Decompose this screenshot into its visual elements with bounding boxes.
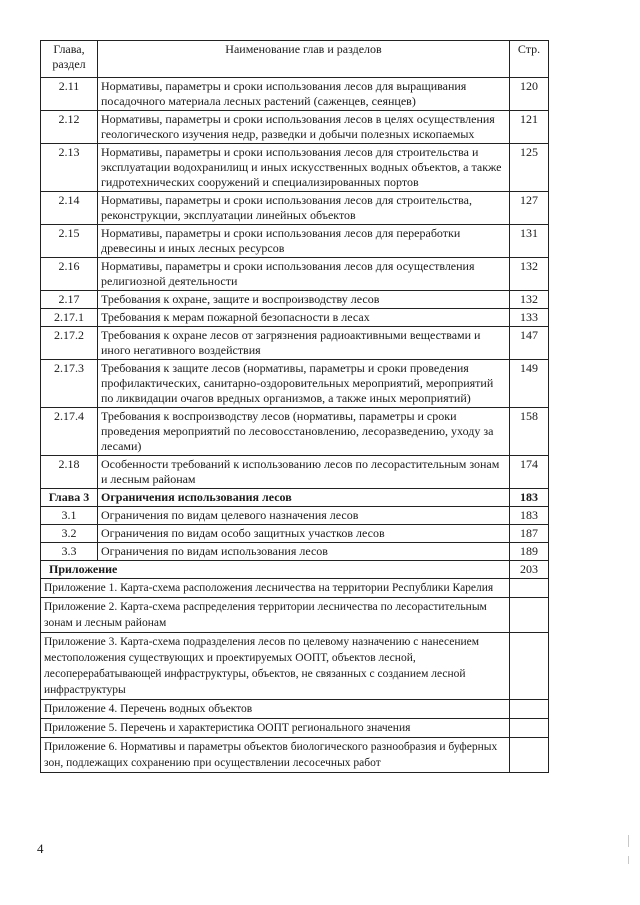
- toc-page-number: 174: [510, 456, 549, 489]
- appendix-label: Приложение: [41, 561, 510, 579]
- toc-page-number: 133: [510, 309, 549, 327]
- toc-page-number: 120: [510, 78, 549, 111]
- toc-row: [41, 78, 549, 111]
- appendix-item-row: [41, 719, 549, 738]
- toc-row: [41, 327, 549, 360]
- toc-row: [41, 360, 549, 408]
- toc-row: [41, 408, 549, 456]
- toc-page-number: 187: [510, 525, 549, 543]
- toc-section-title: Нормативы, параметры и сроки использования лесов для переработки древесины и иных лесных ресурсов: [98, 225, 510, 258]
- toc-page-number: 147: [510, 327, 549, 360]
- appendix-item-row: [41, 700, 549, 719]
- toc-section-number: 3.1: [41, 507, 98, 525]
- toc-section-title: Требования к воспроизводству лесов (нормативы, параметры и сроки проведения мероприятий по лесовосстановлению, лесоразведению, уходу за лесами): [98, 408, 510, 456]
- toc-row: [41, 309, 549, 327]
- toc-section-title: Требования к охране лесов от загрязнения радиоактивными веществами и иного негативного воздействия: [98, 327, 510, 360]
- page-number: 4: [37, 841, 44, 856]
- header-page: Стр.: [510, 41, 549, 78]
- toc-section-title: Нормативы, параметры и сроки использования лесов для осуществления религиозной деятельности: [98, 258, 510, 291]
- toc-header-row: [41, 41, 549, 78]
- toc-body: [41, 41, 549, 773]
- appendix-page-cell: [510, 700, 549, 719]
- appendix-item-row: [41, 633, 549, 700]
- toc-page-number: 189: [510, 543, 549, 561]
- toc-row: [41, 144, 549, 192]
- toc-section-title: Нормативы, параметры и сроки использования лесов для строительства и эксплуатации водохранилищ и иных искусственных водных объектов, а также гидротехнических сооружений и специализированных портов: [98, 144, 510, 192]
- toc-section-number: 2.17.2: [41, 327, 98, 360]
- toc-row: [41, 192, 549, 225]
- toc-section-number: 2.16: [41, 258, 98, 291]
- toc-row: [41, 258, 549, 291]
- toc-section-number: 2.15: [41, 225, 98, 258]
- toc-page-number: 125: [510, 144, 549, 192]
- toc-section-title: Требования к мерам пожарной безопасности в лесах: [98, 309, 510, 327]
- toc-section-title: Нормативы, параметры и сроки использования лесов для выращивания посадочного материала лесных растений (саженцев, сеянцев): [98, 78, 510, 111]
- toc-row: [41, 291, 549, 309]
- appendix-page-cell: [510, 598, 549, 633]
- toc-section-title: Нормативы, параметры и сроки использования лесов для строительства, реконструкции, эксплуатации линейных объектов: [98, 192, 510, 225]
- toc-page-number: 183: [510, 489, 549, 507]
- appendix-item: Приложение 4. Перечень водных объектов: [41, 700, 510, 719]
- header-title: Наименование глав и разделов: [98, 41, 510, 78]
- toc-row: [41, 456, 549, 489]
- appendix-page-cell: [510, 579, 549, 598]
- appendix-page-cell: [510, 738, 549, 773]
- toc-section-number: 2.17: [41, 291, 98, 309]
- toc-section-title: Ограничения по видам целевого назначения лесов: [98, 507, 510, 525]
- toc-page-number: 149: [510, 360, 549, 408]
- appendix-page-number: 203: [510, 561, 549, 579]
- toc-row: [41, 543, 549, 561]
- toc-section-title: Нормативы, параметры и сроки использования лесов в целях осуществления геологического изучения недр, разведки и добычи полезных ископаемых: [98, 111, 510, 144]
- toc-page-number: 121: [510, 111, 549, 144]
- appendix-item: Приложение 5. Перечень и характеристика ООПТ регионального значения: [41, 719, 510, 738]
- toc-section-title: Ограничения по видам использования лесов: [98, 543, 510, 561]
- toc-section-number: 2.17.1: [41, 309, 98, 327]
- toc-section-title: Особенности требований к использованию лесов по лесорастительным зонам и лесным районам: [98, 456, 510, 489]
- toc-page-number: 132: [510, 258, 549, 291]
- toc-page-number: 127: [510, 192, 549, 225]
- table-of-contents: [40, 40, 549, 773]
- toc-page-number: 132: [510, 291, 549, 309]
- toc-section-number: 2.17.3: [41, 360, 98, 408]
- toc-section-number: 3.3: [41, 543, 98, 561]
- appendix-item-row: [41, 598, 549, 633]
- appendix-item: Приложение 2. Карта-схема распределения территории лесничества по лесорастительным зонам и лесным районам: [41, 598, 510, 633]
- toc-row: [41, 225, 549, 258]
- toc-section-number: 2.11: [41, 78, 98, 111]
- appendix-item: Приложение 1. Карта-схема расположения лесничества на территории Республики Карелия: [41, 579, 510, 598]
- appendix-page-cell: [510, 719, 549, 738]
- appendix-item-row: [41, 579, 549, 598]
- toc-section-number: 2.18: [41, 456, 98, 489]
- toc-section-title: Требования к защите лесов (нормативы, параметры и сроки проведения профилактических, санитарно-оздоровительных мероприятий, мероприятий по ликвидации очагов вредных организмов, а также иных мероприятий): [98, 360, 510, 408]
- toc-section-title: Требования к охране, защите и воспроизводству лесов: [98, 291, 510, 309]
- toc-section-title: Ограничения по видам особо защитных участков лесов: [98, 525, 510, 543]
- toc-row: [41, 525, 549, 543]
- scan-edge-mark: [628, 835, 629, 847]
- toc-row: [41, 111, 549, 144]
- toc-page-number: 158: [510, 408, 549, 456]
- appendix-page-cell: [510, 633, 549, 700]
- toc-section-number: Глава 3: [41, 489, 98, 507]
- toc-section-number: 2.12: [41, 111, 98, 144]
- appendix-header-row: [41, 561, 549, 579]
- toc-section-number: 2.13: [41, 144, 98, 192]
- header-chapter: Глава, раздел: [41, 41, 98, 78]
- appendix-item: Приложение 3. Карта-схема подразделения лесов по целевому назначению с нанесением местоположения существующих и проектируемых ООПТ, объектов лесной, лесоперерабатывающей инфраструктуры, объектов, не связанных с созданием лесной инфраструктуры: [41, 633, 510, 700]
- toc-section-number: 2.17.4: [41, 408, 98, 456]
- toc-chapter-row: [41, 489, 549, 507]
- appendix-item: Приложение 6. Нормативы и параметры объектов биологического разнообразия и буферных зон, подлежащих сохранению при осуществлении лесосечных работ: [41, 738, 510, 773]
- toc-section-number: 2.14: [41, 192, 98, 225]
- scan-edge-mark: [628, 856, 629, 864]
- toc-page-number: 183: [510, 507, 549, 525]
- toc-row: [41, 507, 549, 525]
- toc-page-number: 131: [510, 225, 549, 258]
- toc-section-title: Ограничения использования лесов: [98, 489, 510, 507]
- appendix-item-row: [41, 738, 549, 773]
- toc-section-number: 3.2: [41, 525, 98, 543]
